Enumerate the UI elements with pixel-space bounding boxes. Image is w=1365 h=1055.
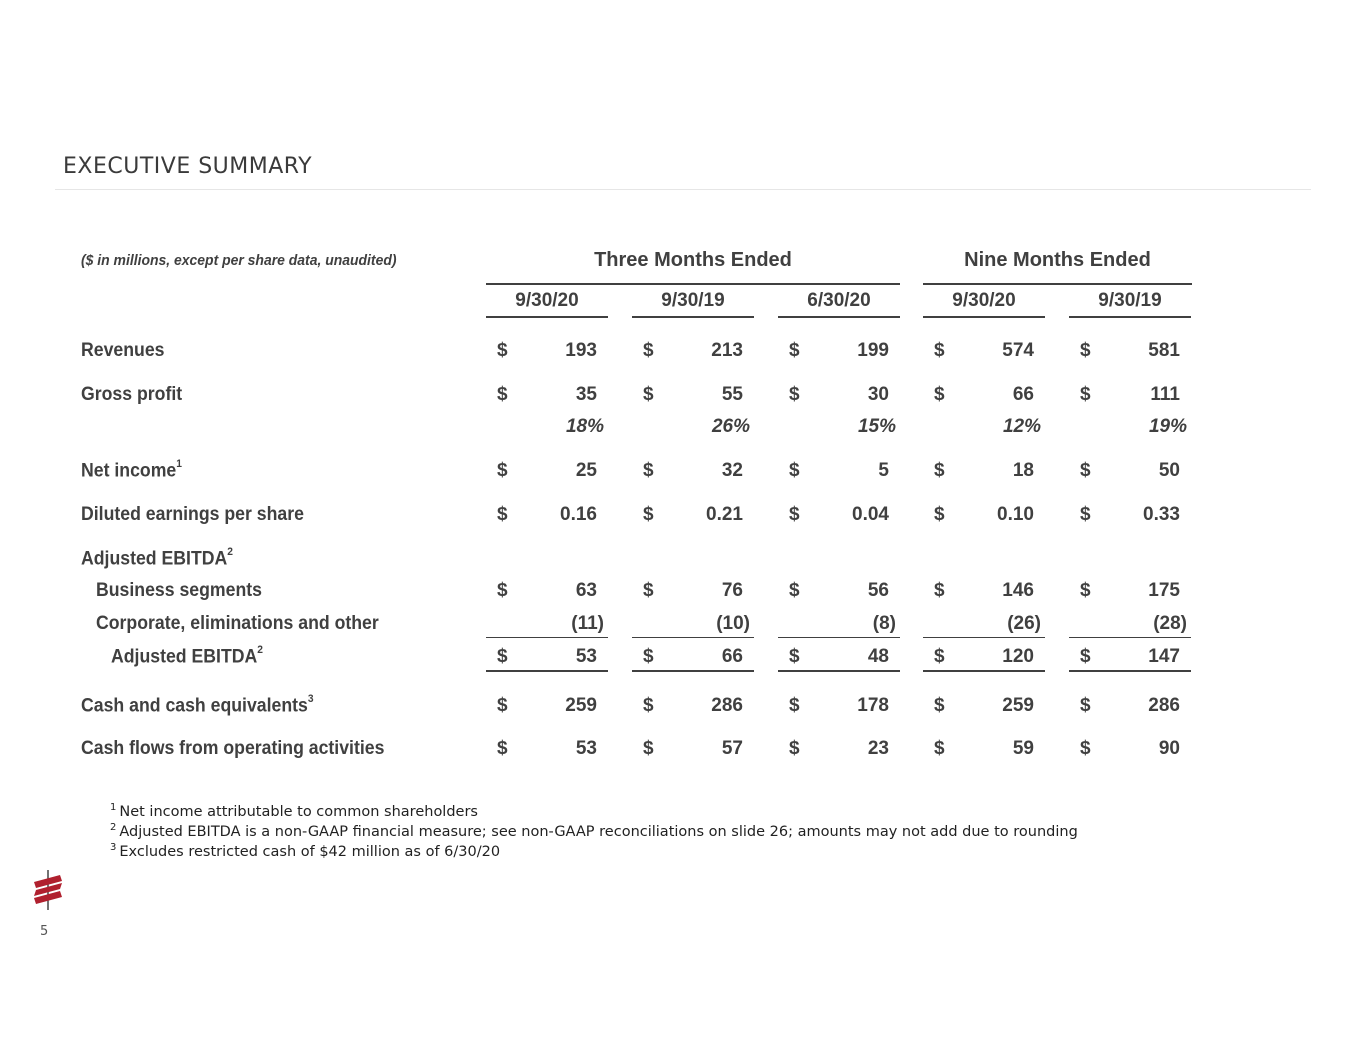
subtotal-rule [778, 637, 900, 638]
footnote-marker: 3 [307, 693, 314, 705]
dollar-sign: $ [497, 460, 508, 481]
value-cell: 66 [721, 646, 743, 667]
dollar-sign: $ [497, 504, 508, 525]
subtotal-rule [632, 637, 754, 638]
value-cell: (11) [571, 613, 604, 634]
value-cell: 63 [575, 580, 597, 601]
dollar-sign: $ [934, 384, 945, 405]
value-cell: 57 [721, 738, 743, 759]
footnotes [110, 798, 1078, 858]
footnote-3: $^3$ Excludes restricted cash of $42 million as of 6/30/20 [110, 842, 501, 860]
row-label-cash-flows: Cash flows from operating activities [81, 738, 385, 759]
dollar-sign: $ [1080, 695, 1091, 716]
value-cell: 5 [878, 460, 889, 481]
table-subtitle: ($ in millions, except per share data, unaudited) [81, 252, 397, 269]
value-cell: 32 [721, 460, 743, 481]
value-cell: 56 [867, 580, 889, 601]
dollar-sign: $ [643, 695, 654, 716]
dollar-sign: $ [1080, 340, 1091, 361]
value-cell: (26) [1007, 613, 1041, 634]
value-cell: 581 [1148, 340, 1180, 361]
value-cell: 199 [857, 340, 889, 361]
value-cell: 90 [1158, 738, 1180, 759]
value-cell: 0.33 [1143, 504, 1180, 525]
row-label-cash: Cash and cash equivalents$^3$ [81, 693, 314, 717]
value-cell: (28) [1153, 613, 1187, 634]
group-header-three-months: Three Months Ended [594, 249, 792, 271]
row-label-diluted-eps: Diluted earnings per share [81, 504, 304, 525]
dollar-sign: $ [1080, 504, 1091, 525]
column-header: 9/30/19 [661, 290, 725, 311]
dollar-sign: $ [643, 646, 654, 667]
dollar-sign: $ [497, 340, 508, 361]
page-number: 5 [40, 924, 49, 939]
value-cell: 25 [575, 460, 597, 481]
value-cell: 30 [867, 384, 889, 405]
value-cell: 120 [1002, 646, 1034, 667]
value-cell: 259 [1002, 695, 1034, 716]
subtotal-rule [923, 637, 1045, 638]
column-header-rule [778, 316, 900, 318]
value-cell: 18% [565, 416, 604, 437]
value-cell: 53 [575, 738, 597, 759]
value-cell: 12% [1002, 416, 1041, 437]
value-cell: 574 [1002, 340, 1034, 361]
column-header: 9/30/20 [952, 290, 1016, 311]
dollar-sign: $ [934, 738, 945, 759]
value-cell: (10) [716, 613, 750, 634]
dollar-sign: $ [934, 504, 945, 525]
value-cell: 178 [857, 695, 889, 716]
value-cell: 111 [1150, 384, 1180, 405]
dollar-sign: $ [934, 695, 945, 716]
dollar-sign: $ [497, 738, 508, 759]
footnote-1: $^1$ Net income attributable to common shareholders [110, 802, 478, 820]
dollar-sign: $ [1080, 580, 1091, 601]
dollar-sign: $ [1080, 738, 1091, 759]
total-rule [1069, 670, 1191, 672]
value-cell: 147 [1148, 646, 1180, 667]
value-cell: 50 [1158, 460, 1180, 481]
dollar-sign: $ [643, 460, 654, 481]
row-label-adjusted-ebitda-total: Adjusted EBITDA$^2$ [111, 644, 263, 668]
group-rule-three-months [486, 283, 900, 285]
value-cell: 26% [711, 416, 750, 437]
dollar-sign: $ [643, 384, 654, 405]
row-label-business-segments: Business segments [96, 580, 262, 601]
dollar-sign: $ [643, 340, 654, 361]
total-rule [632, 670, 754, 672]
subtotal-rule [486, 637, 608, 638]
column-header-rule [1069, 316, 1191, 318]
row-label-revenues: Revenues [81, 340, 165, 361]
value-cell: 286 [711, 695, 743, 716]
footnote-marker: 2 [227, 546, 233, 558]
column-header-rule [632, 316, 754, 318]
page-title: EXECUTIVE SUMMARY [63, 154, 313, 179]
dollar-sign: $ [789, 340, 800, 361]
value-cell: 146 [1002, 580, 1034, 601]
value-cell: 286 [1148, 695, 1180, 716]
dollar-sign: $ [497, 580, 508, 601]
row-label-gross-profit: Gross profit [81, 384, 183, 405]
value-cell: 175 [1148, 580, 1180, 601]
title-divider [55, 189, 1311, 190]
dollar-sign: $ [789, 646, 800, 667]
value-cell: 0.10 [997, 504, 1034, 525]
dollar-sign: $ [643, 580, 654, 601]
group-rule-nine-months [923, 283, 1192, 285]
value-cell: 19% [1148, 416, 1187, 437]
dollar-sign: $ [934, 580, 945, 601]
value-cell: 193 [565, 340, 597, 361]
value-cell: 66 [1012, 384, 1034, 405]
value-cell: 76 [721, 580, 743, 601]
footnote-2: $^2$ Adjusted EBITDA is a non-GAAP financial measure; see non-GAAP reconciliations on slide 26; amounts may not add due to rounding [110, 822, 1078, 840]
dollar-sign: $ [497, 384, 508, 405]
column-header: 6/30/20 [807, 290, 871, 311]
dollar-sign: $ [1080, 646, 1091, 667]
dollar-sign: $ [643, 504, 654, 525]
total-rule [923, 670, 1045, 672]
group-header-nine-months: Nine Months Ended [964, 249, 1151, 271]
company-logo-icon [30, 870, 66, 910]
column-header: 9/30/19 [1098, 290, 1162, 311]
value-cell: 48 [867, 646, 889, 667]
value-cell: 18 [1012, 460, 1034, 481]
value-cell: 0.21 [706, 504, 743, 525]
value-cell: 55 [721, 384, 743, 405]
value-cell: 59 [1012, 738, 1034, 759]
dollar-sign: $ [1080, 460, 1091, 481]
dollar-sign: $ [934, 460, 945, 481]
dollar-sign: $ [789, 580, 800, 601]
column-header-rule [923, 316, 1045, 318]
dollar-sign: $ [1080, 384, 1091, 405]
dollar-sign: $ [789, 460, 800, 481]
value-cell: 0.16 [560, 504, 597, 525]
value-cell: 259 [565, 695, 597, 716]
dollar-sign: $ [497, 695, 508, 716]
value-cell: (8) [872, 613, 896, 634]
total-rule [486, 670, 608, 672]
value-cell: 35 [575, 384, 597, 405]
row-label-corporate: Corporate, eliminations and other [96, 613, 379, 634]
total-rule [778, 670, 900, 672]
row-label-adjusted-ebitda-header: Adjusted EBITDA$^2$ [81, 546, 233, 570]
subtotal-rule [1069, 637, 1191, 638]
value-cell: 15% [857, 416, 896, 437]
dollar-sign: $ [934, 340, 945, 361]
value-cell: 23 [867, 738, 889, 759]
row-label-net-income: Net income$^1$ [81, 458, 182, 482]
footnote-marker: 1 [176, 458, 182, 470]
value-cell: 53 [575, 646, 597, 667]
dollar-sign: $ [934, 646, 945, 667]
column-header: 9/30/20 [515, 290, 579, 311]
dollar-sign: $ [789, 384, 800, 405]
value-cell: 0.04 [852, 504, 889, 525]
dollar-sign: $ [643, 738, 654, 759]
dollar-sign: $ [789, 504, 800, 525]
dollar-sign: $ [497, 646, 508, 667]
dollar-sign: $ [789, 695, 800, 716]
column-header-rule [486, 316, 608, 318]
value-cell: 213 [711, 340, 743, 361]
dollar-sign: $ [789, 738, 800, 759]
footnote-marker: 2 [257, 644, 263, 656]
